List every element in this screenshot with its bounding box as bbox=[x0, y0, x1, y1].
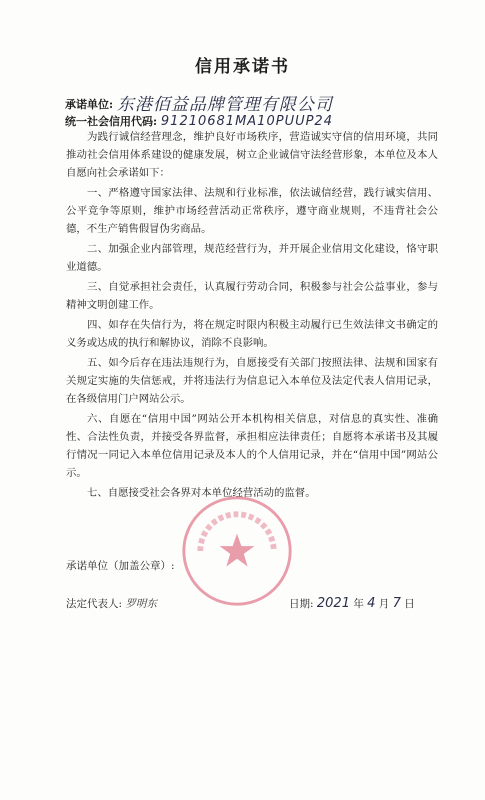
unit-value-handwritten: 东港佰益品牌管理有限公司 bbox=[116, 95, 333, 115]
unit-field bbox=[65, 88, 333, 113]
seal-line bbox=[66, 558, 175, 573]
credit-code-label: 统一社会信用代码: bbox=[65, 115, 158, 128]
date-year-unit: 年 bbox=[353, 598, 364, 610]
company-seal-stamp bbox=[179, 493, 295, 609]
date-month-unit: 月 bbox=[378, 598, 390, 610]
commitment-item-6: 六、自愿在“信用中国”网站公开本机构相关信息，对信息的真实性、准确性、合法性负责，并接受各界监督，承担相应法律责任；自愿将本承诺书及其履行情况一同记入本单位信用记录及本人的个人信用记录，并在“信用中国”网站公示。 bbox=[66, 413, 438, 479]
seal-star bbox=[220, 534, 255, 567]
commitment-item-7: 七、自愿接受社会各界对本单位经营活动的监督。 bbox=[87, 487, 316, 499]
legal-rep-line bbox=[66, 596, 169, 611]
date-line bbox=[289, 596, 415, 611]
credit-code-value-handwritten: 91210681MA10PUUP24 bbox=[160, 114, 333, 129]
legal-rep-label: 法定代表人: bbox=[66, 598, 123, 610]
commitment-item-1: 一、严格遵守国家法律、法规和行业标准，依法诚信经营，践行诚实信用、公平竞争等原则，维护市场经营活动正常秩序，遵守商业规则，不违背社会公德，不生产销售假冒伪劣商品。 bbox=[66, 187, 438, 235]
commitment-item-5: 五、如今后存在违法违规行为，自愿接受有关部门按照法律、法规和国家有关规定实施的失信惩戒，并将违法行为信息记入本单位及法定代表人信用记录，在各级信用门户网站公示。 bbox=[66, 357, 438, 405]
commitment-item-4: 四、如存在失信行为，将在规定时限内积极主动履行已生效法律文书确定的义务或达成的执行和解协议，消除不良影响。 bbox=[66, 319, 438, 349]
document-title: 信用承诺书 bbox=[195, 57, 290, 77]
date-day: 7 bbox=[392, 596, 401, 611]
intro-paragraph: 为践行诚信经营理念，维护良好市场秩序，营造诚实守信的信用环境，共同推动社会信用体系建设的健康发展，树立企业诚信守法经营形象，本单位及本人自愿向社会承诺如下： bbox=[66, 131, 438, 179]
credit-code-field bbox=[65, 113, 333, 129]
date-year: 2021 bbox=[316, 596, 350, 611]
seal-label: 承诺单位（加盖公章）: bbox=[66, 560, 175, 572]
legal-rep-signature: 罗明东 bbox=[125, 598, 157, 610]
date-day-unit: 日 bbox=[404, 598, 415, 610]
unit-label: 承诺单位: bbox=[65, 98, 114, 111]
commitment-item-3: 三、自觉承担社会责任，认真履行劳动合同，积极参与社会公益事业，参与精神文明创建工作。 bbox=[66, 281, 438, 311]
date-label: 日期: bbox=[289, 598, 314, 610]
date-month: 4 bbox=[367, 596, 376, 611]
commitment-body bbox=[66, 128, 438, 504]
commitment-item-2: 二、加强企业内部管理，规范经营行为，并开展企业信用文化建设，恪守职业道德。 bbox=[66, 243, 438, 273]
